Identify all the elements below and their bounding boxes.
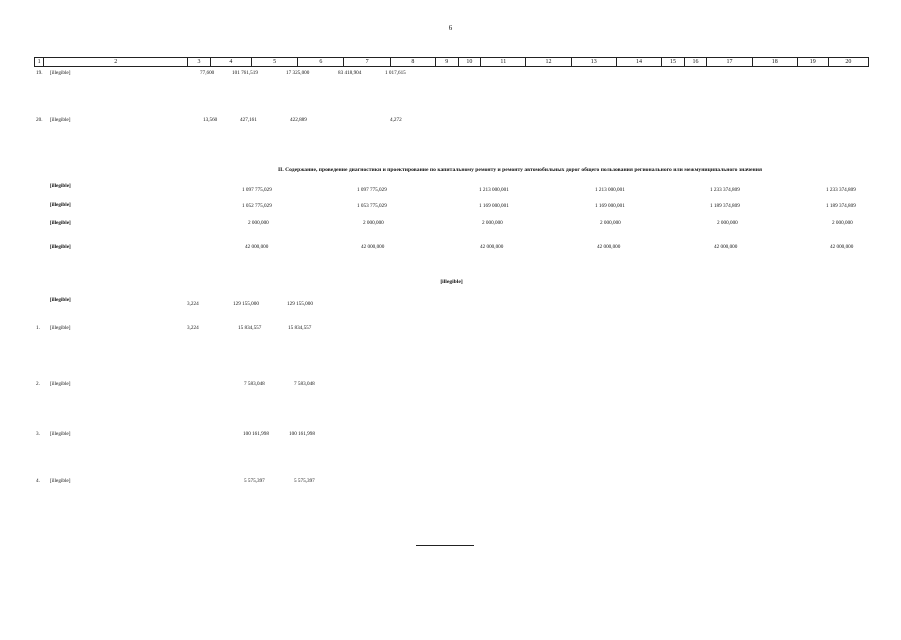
section2-row-label: [illegible] xyxy=(50,183,71,189)
item-text: [illegible] xyxy=(50,381,71,387)
s2-value: 2 000,000 xyxy=(482,220,503,226)
section3-total-label: [illegible] xyxy=(50,297,71,303)
cell-c5: 15 834,557 xyxy=(238,325,262,331)
cell-c8: 1 017,615 xyxy=(385,70,406,76)
col-header: 14 xyxy=(616,58,661,67)
end-separator-line xyxy=(416,545,474,546)
s2-value: 1 097 775,029 xyxy=(357,187,387,193)
s2-value: 2 000,000 xyxy=(248,220,269,226)
row-number: 20. xyxy=(36,117,43,123)
s2-value: 1 097 775,029 xyxy=(242,187,272,193)
item-text: [illegible] xyxy=(50,478,71,484)
col-header: 9 xyxy=(435,58,458,67)
cell-c8: 4,272 xyxy=(390,117,402,123)
s2-value: 1 052 775,029 xyxy=(242,203,272,209)
cell-c4: 13,560 xyxy=(203,117,218,123)
cell-c6: 5 575,397 xyxy=(294,478,315,484)
row-text: [illegible] xyxy=(50,70,71,76)
cell-c6: 15 834,557 xyxy=(288,325,312,331)
s2-value: 2 000,000 xyxy=(832,220,853,226)
s2-value: 1 213 000,001 xyxy=(479,187,509,193)
col-header: 7 xyxy=(344,58,390,67)
s2-value: 42 000,000 xyxy=(830,244,854,250)
cell-c5: 101 761,519 xyxy=(232,70,258,76)
item-number: 3. xyxy=(36,431,40,437)
cell-c5: 129 155,000 xyxy=(233,301,259,307)
column-header-row xyxy=(34,57,869,67)
s2-value: 1 053 775,029 xyxy=(357,203,387,209)
cell-c6: 100 161,998 xyxy=(289,431,315,437)
col-header: 13 xyxy=(571,58,616,67)
col-header: 15 xyxy=(662,58,685,67)
col-header: 16 xyxy=(684,58,707,67)
cell-c5: 100 161,998 xyxy=(243,431,269,437)
item-number: 1. xyxy=(36,325,40,331)
cell-c4: 3,224 xyxy=(187,301,199,307)
col-header: 17 xyxy=(707,58,752,67)
item-text: [illegible] xyxy=(50,325,71,331)
col-header: 20 xyxy=(828,58,868,67)
section2-row-label: [illegible] xyxy=(50,244,71,250)
col-header: 19 xyxy=(797,58,828,67)
cell-c7: 83 418,904 xyxy=(338,70,362,76)
col-header: 2 xyxy=(44,58,188,67)
cell-c5: 427,161 xyxy=(240,117,257,123)
cell-c5: 7 583,048 xyxy=(244,381,265,387)
col-header: 1 xyxy=(35,58,44,67)
section-title: [illegible] xyxy=(440,279,463,285)
cell-c6: 129 155,000 xyxy=(287,301,313,307)
s2-value: 1 233 374,809 xyxy=(826,187,856,193)
cell-c5: 5 575,397 xyxy=(244,478,265,484)
section2-row-label: [illegible] xyxy=(50,202,71,208)
cell-c6: 422,889 xyxy=(290,117,307,123)
cell-c4: 77,600 xyxy=(200,70,215,76)
s2-value: 2 000,000 xyxy=(717,220,738,226)
col-header: 12 xyxy=(526,58,571,67)
row-number: 19. xyxy=(36,70,43,76)
s2-value: 42 000,000 xyxy=(597,244,621,250)
s2-value: 1 189 374,809 xyxy=(826,203,856,209)
col-header: 5 xyxy=(251,58,297,67)
col-header: 8 xyxy=(390,58,435,67)
col-header: 11 xyxy=(481,58,526,67)
cell-c6: 17 325,000 xyxy=(286,70,310,76)
s2-value: 42 000,000 xyxy=(361,244,385,250)
col-header: 3 xyxy=(188,58,211,67)
row-text: [illegible] xyxy=(50,117,71,123)
s2-value: 1 169 000,001 xyxy=(595,203,625,209)
col-header: 4 xyxy=(210,58,251,67)
section-title: II. Содержание, проведение диагностики и проектирование по капитальному ремонту и ремонту автомобильных дорог общего пользования регионального или межмуниципального значения xyxy=(277,167,763,173)
s2-value: 2 000,000 xyxy=(363,220,384,226)
s2-value: 42 000,000 xyxy=(714,244,738,250)
s2-value: 1 169 000,001 xyxy=(479,203,509,209)
s2-value: 42 000,000 xyxy=(480,244,504,250)
cell-c4: 3,224 xyxy=(187,325,199,331)
cell-c6: 7 583,048 xyxy=(294,381,315,387)
col-header: 10 xyxy=(458,58,481,67)
s2-value: 2 000,000 xyxy=(600,220,621,226)
col-header: 18 xyxy=(752,58,797,67)
item-number: 4. xyxy=(36,478,40,484)
page-number: 6 xyxy=(448,24,453,32)
s2-value: 1 233 374,809 xyxy=(710,187,740,193)
s2-value: 42 000,000 xyxy=(245,244,269,250)
s2-value: 1 213 000,001 xyxy=(595,187,625,193)
section2-row-label: [illegible] xyxy=(50,220,71,226)
item-text: [illegible] xyxy=(50,431,71,437)
s2-value: 1 189 374,809 xyxy=(710,203,740,209)
item-number: 2. xyxy=(36,381,40,387)
col-header: 6 xyxy=(298,58,344,67)
